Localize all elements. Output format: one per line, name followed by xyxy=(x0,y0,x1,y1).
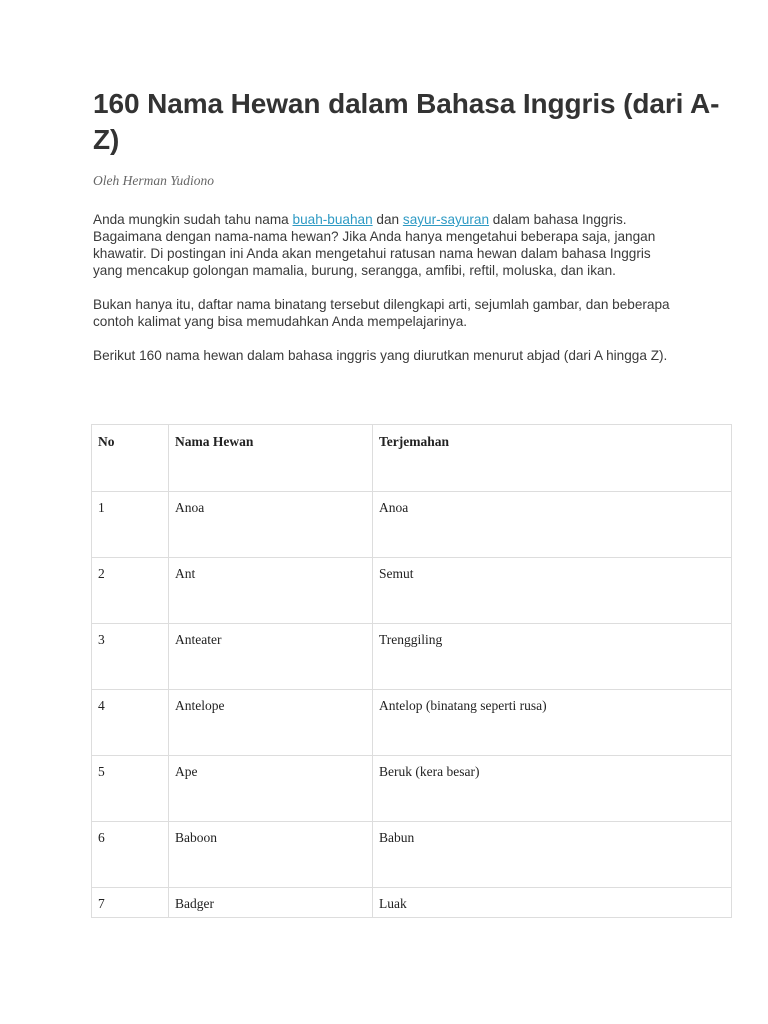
intro-paragraph xyxy=(93,211,683,279)
cell-animal-name: Ape xyxy=(169,756,373,822)
header-animal-name: Nama Hewan xyxy=(169,425,373,492)
cell-no: 2 xyxy=(92,558,169,624)
cell-translation: Semut xyxy=(373,558,732,624)
cell-no: 6 xyxy=(92,822,169,888)
cell-translation: Luak xyxy=(373,888,732,918)
intro-text-end: dalam bahasa Inggris. Bagaimana dengan nama-nama hewan? Jika Anda hanya mengetahui beberapa saja, jangan khawatir. Di postingan ini Anda akan mengetahui ratusan nama hewan dalam bahasa Inggris yang mencakup golongan mamalia, burung, serangga, amfibi, reftil, moluska, dan ikan. xyxy=(93,212,656,278)
article xyxy=(93,86,733,364)
header-no: No xyxy=(92,425,169,492)
cell-animal-name: Baboon xyxy=(169,822,373,888)
cell-animal-name: Badger xyxy=(169,888,373,918)
cell-translation: Antelop (binatang seperti rusa) xyxy=(373,690,732,756)
cell-animal-name: Antelope xyxy=(169,690,373,756)
cell-no: 5 xyxy=(92,756,169,822)
cell-no: 1 xyxy=(92,492,169,558)
cell-translation: Anoa xyxy=(373,492,732,558)
header-translation: Terjemahan xyxy=(373,425,732,492)
cell-animal-name: Anoa xyxy=(169,492,373,558)
second-paragraph: Bukan hanya itu, daftar nama binatang tersebut dilengkapi arti, sejumlah gambar, dan beberapa contoh kalimat yang bisa memudahkan Anda mempelajarinya. xyxy=(93,297,670,329)
page-title: 160 Nama Hewan dalam Bahasa Inggris (dari A-Z) xyxy=(93,88,720,155)
cell-no: 4 xyxy=(92,690,169,756)
intro-text-start: Anda mungkin sudah tahu nama xyxy=(93,212,293,227)
cell-translation: Trenggiling xyxy=(373,624,732,690)
link-buah-buahan[interactable]: buah-buahan xyxy=(292,212,373,227)
table-row xyxy=(92,624,732,690)
animal-names-table xyxy=(91,424,732,918)
author-byline: Oleh Herman Yudiono xyxy=(93,173,215,188)
table-row xyxy=(92,756,732,822)
cell-translation: Babun xyxy=(373,822,732,888)
table-row xyxy=(92,888,732,918)
table-row xyxy=(92,558,732,624)
link-sayur-sayuran[interactable]: sayur-sayuran xyxy=(402,212,490,227)
third-paragraph: Berikut 160 nama hewan dalam bahasa inggris yang diurutkan menurut abjad (dari A hingga Z). xyxy=(93,348,668,363)
cell-animal-name: Ant xyxy=(169,558,373,624)
cell-no: 7 xyxy=(92,888,169,918)
cell-no: 3 xyxy=(92,624,169,690)
table-row xyxy=(92,822,732,888)
table-header-row xyxy=(92,425,732,492)
cell-translation: Beruk (kera besar) xyxy=(373,756,732,822)
cell-animal-name: Anteater xyxy=(169,624,373,690)
intro-text-middle: dan xyxy=(372,212,403,227)
table-row xyxy=(92,492,732,558)
table-row xyxy=(92,690,732,756)
